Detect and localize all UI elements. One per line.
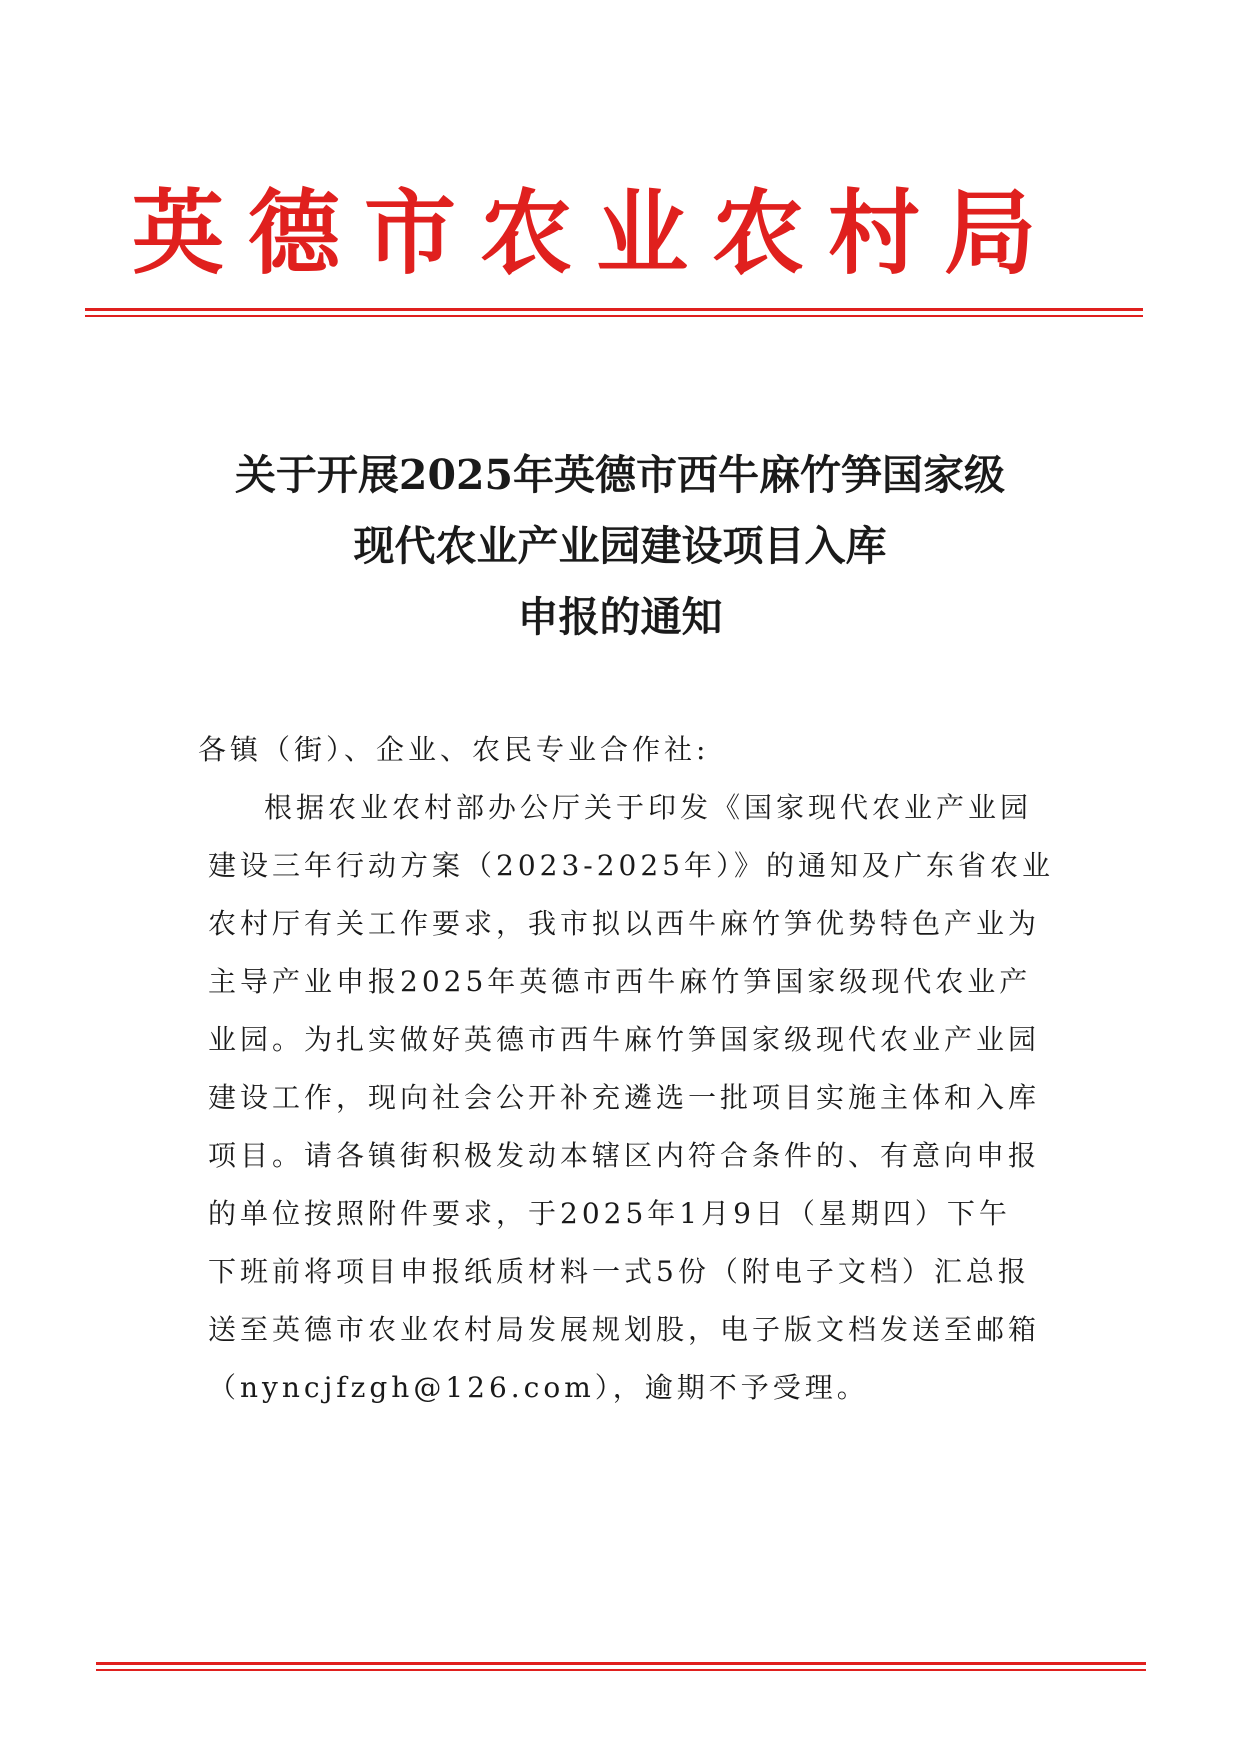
notice-title-line-2: 现代农业产业园建设项目入库: [353, 522, 887, 570]
agency-header-title: 英德市农业农村局: [132, 179, 1061, 287]
salutation: 各镇（街）、企业、农民专业合作社:: [198, 733, 710, 766]
body-line: 项目。请各镇街积极发动本辖区内符合条件的、有意向申报: [208, 1139, 1041, 1172]
body-line: 根据农业农村部办公厅关于印发《国家现代农业产业园: [264, 791, 1033, 824]
body-line: （nyncjfzgh@126.com），逾期不予受理。: [208, 1371, 869, 1404]
footer-divider: [96, 1662, 1146, 1665]
notice-title-line-3: 申报的通知: [517, 593, 723, 641]
body-line: 送至英德市农业农村局发展规划股，电子版文档发送至邮箱: [208, 1313, 1041, 1346]
body-line: 建设工作，现向社会公开补充遴选一批项目实施主体和入库: [208, 1081, 1041, 1114]
body-line: 农村厅有关工作要求，我市拟以西牛麻竹笋优势特色产业为: [208, 907, 1041, 940]
body-line: 主导产业申报2025年英德市西牛麻竹笋国家级现代农业产: [208, 965, 1032, 998]
body-line: 业园。为扎实做好英德市西牛麻竹笋国家级现代农业产业园: [208, 1023, 1041, 1056]
body-line: 的单位按照附件要求，于2025年1月9日（星期四）下午: [208, 1197, 1011, 1230]
footer-divider-secondary: [96, 1669, 1146, 1671]
body-line: 建设三年行动方案（2023-2025年）》的通知及广东省农业: [208, 849, 1054, 882]
body-line: 下班前将项目申报纸质材料一式5份（附电子文档）汇总报: [208, 1255, 1030, 1288]
header-divider: [85, 308, 1143, 311]
notice-title-line-1: 关于开展2025年英德市西牛麻竹笋国家级: [234, 451, 1006, 499]
header-divider-secondary: [85, 315, 1143, 317]
